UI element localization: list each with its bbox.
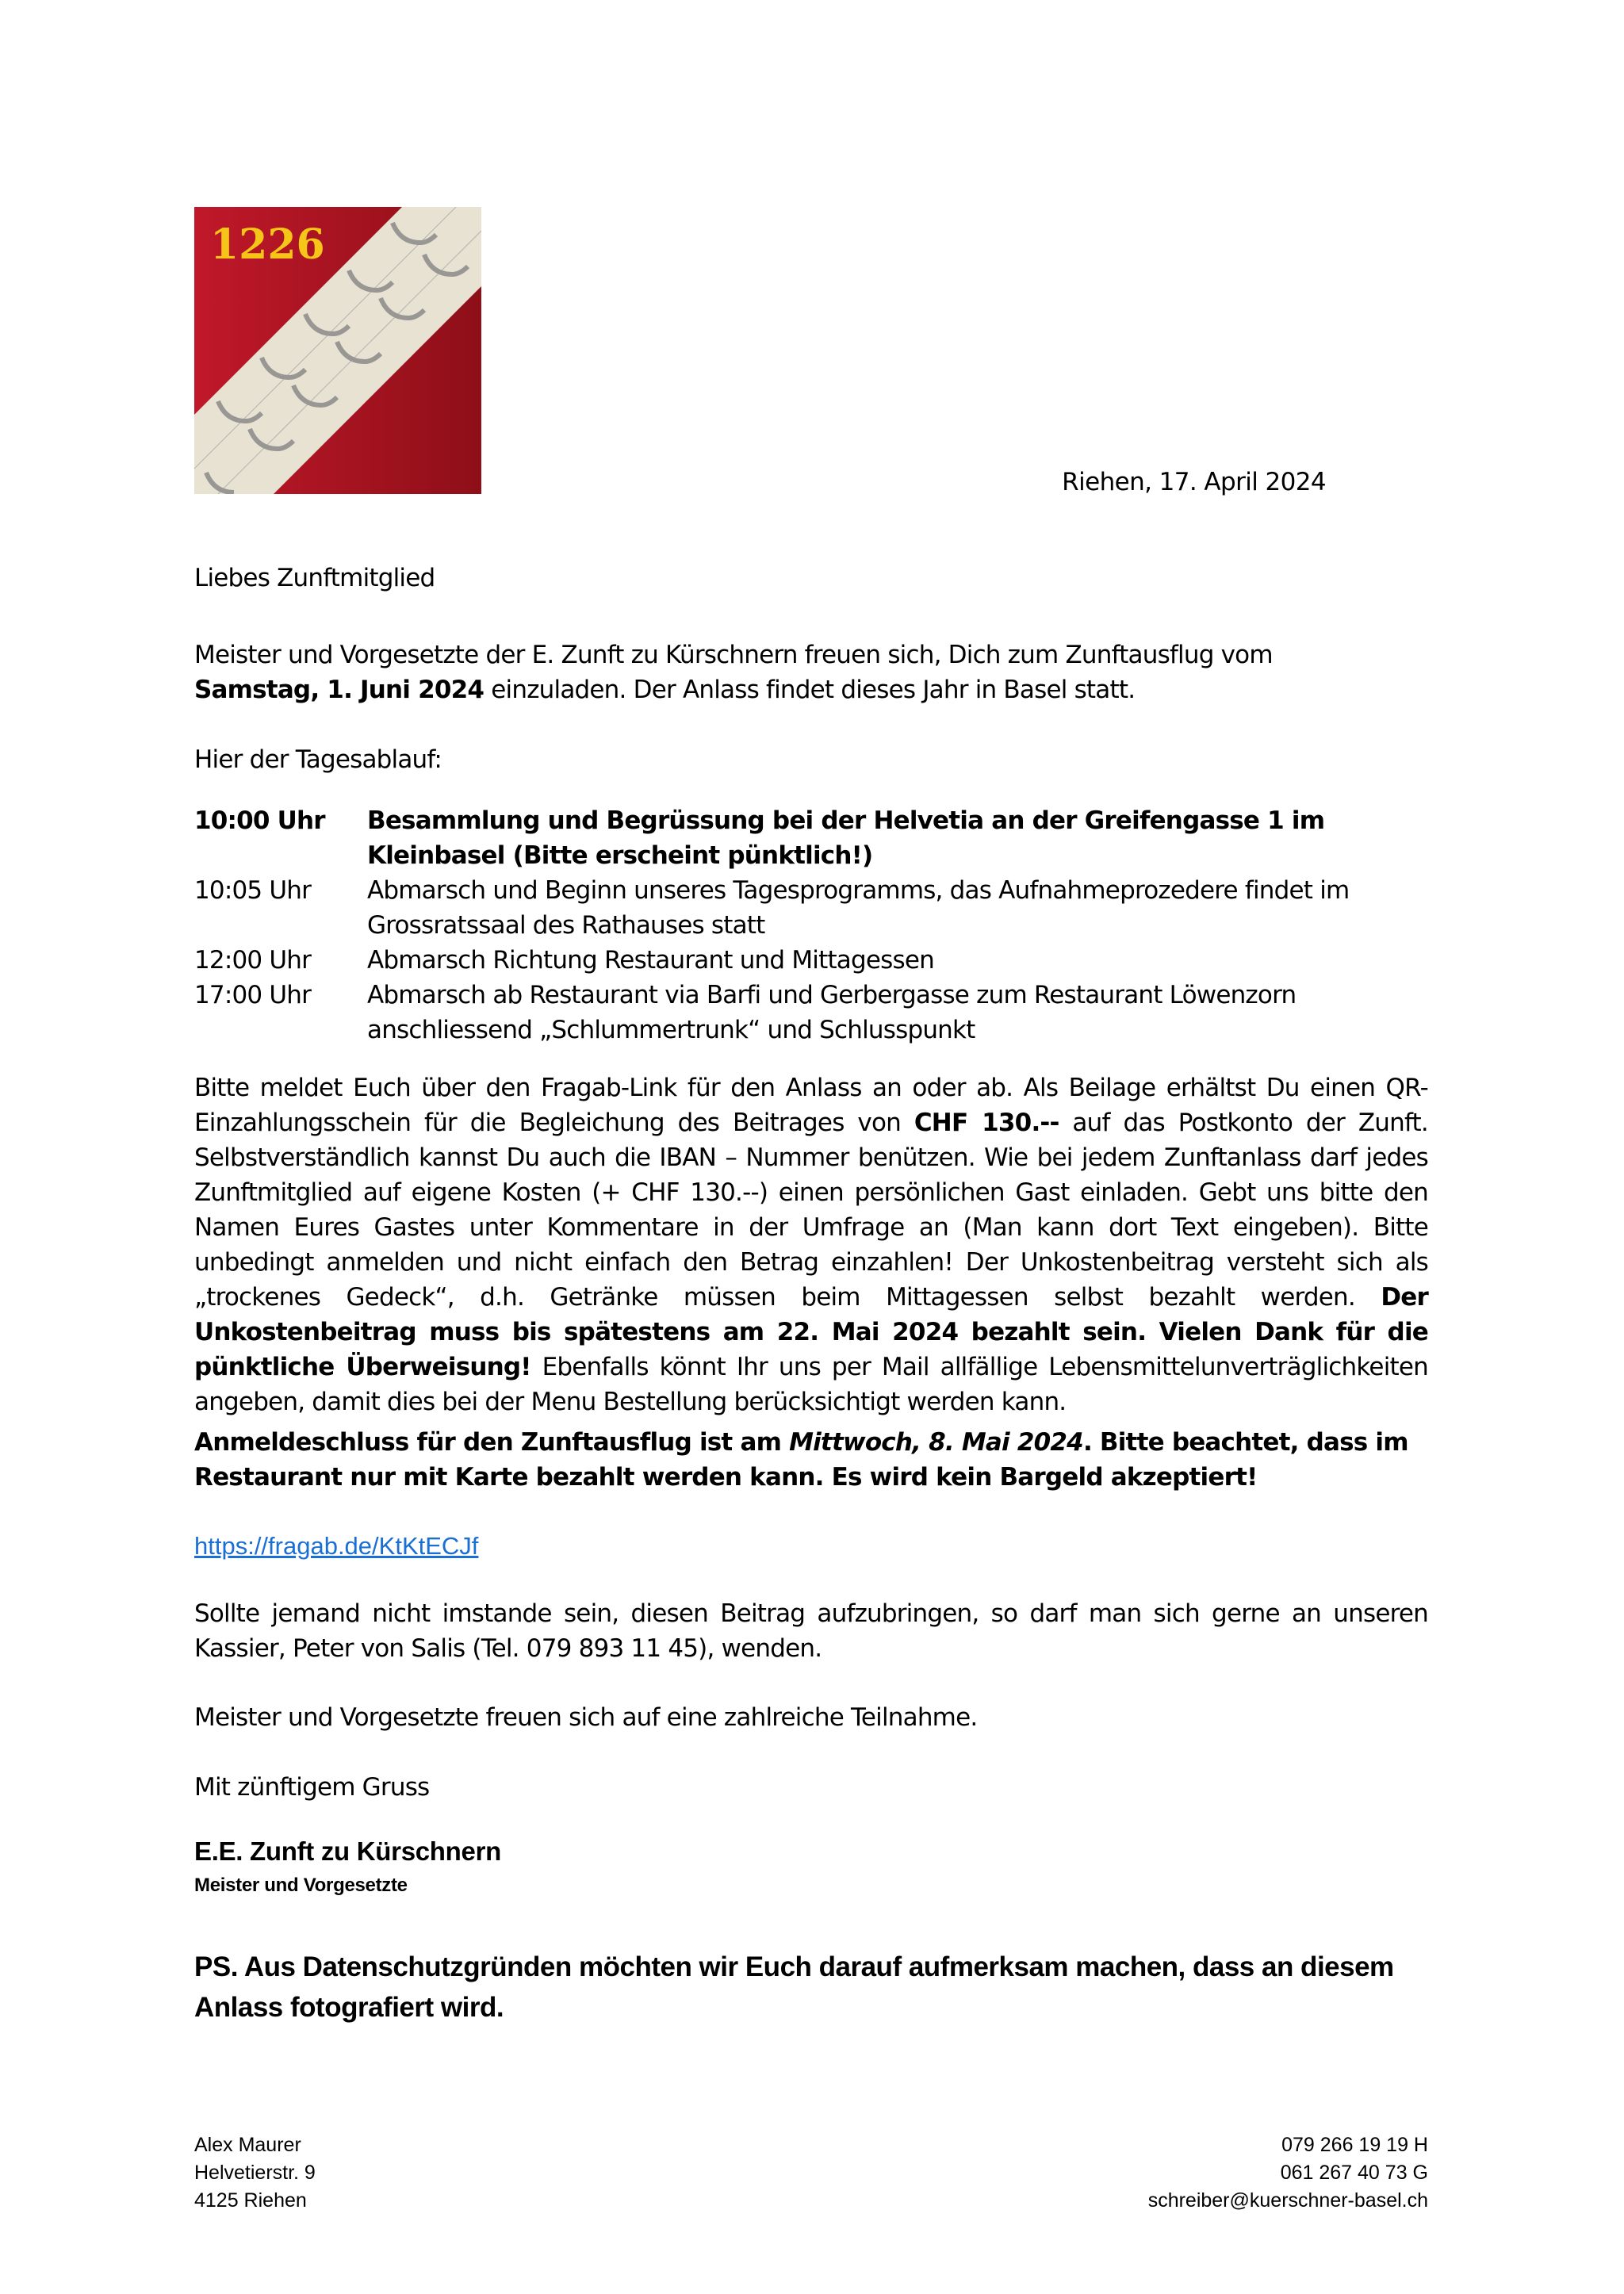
event-date: Samstag, 1. Juni 2024 — [194, 676, 485, 704]
registration-text-3: Ebenfalls könnt Ihr uns per Mail allfällige Lebensmittelunverträglichkeiten angeben, damit dies bei der Menu Bestellung berücksichtigt werden kann. — [194, 1353, 1428, 1416]
letter-date: Riehen, 17. April 2024 — [1062, 468, 1326, 496]
schedule-row — [194, 978, 1428, 1047]
registration-deadline-paragraph — [194, 1425, 1428, 1495]
schedule-row — [194, 943, 1428, 978]
footer-phone-home: 079 266 19 19 H — [1281, 2134, 1428, 2156]
schedule-description: Abmarsch ab Restaurant via Barfi und Gerbergasse zum Restaurant Löwenzorn anschliessend „Schlummertrunk“ und Schlusspunkt — [367, 981, 1297, 1044]
schedule-heading: Hier der Tagesablauf: — [194, 745, 442, 774]
schedule-description: Besammlung und Begrüssung bei der Helvetia an der Greifengasse 1 im Kleinbasel (Bitte erscheint pünktlich!) — [367, 806, 1325, 870]
postscript: PS. Aus Datenschutzgründen möchten wir Euch darauf aufmerksam machen, dass an diesem Anlass fotografiert wird. — [194, 1951, 1394, 2023]
treasurer-paragraph: Sollte jemand nicht imstande sein, diesen Beitrag aufzubringen, so darf man sich gerne an unseren Kassier, Peter von Salis (Tel. 079 893 11 45), wenden. — [194, 1599, 1428, 1663]
signature-subtitle: Meister und Vorgesetzte — [194, 1875, 408, 1896]
registration-text-2: auf das Postkonto der Zunft. Selbstverständlich kannst Du auch die IBAN – Nummer benützen. Wie bei jedem Zunftanlass darf jedes Zunftmitglied auf eigene Kosten (+ CHF 130.--) einen persönlichen Gast einladen. Gebt uns bitte den Namen Eures Gastes unter Kommentare in der Umfrage an (Man kann dort Text eingeben). Bitte unbedingt anmelden und nicht einfach den Betrag einzahlen! Der Unkostenbeitrag versteht sich als „trockenes Gedeck“, d.h. Getränke müssen beim Mittagessen selbst bezahlt werden. — [194, 1109, 1428, 1312]
deadline-text-2: . Bitte beachtet, dass im Restaurant nur mit Karte bezahlt werden kann. Es wird kein Bargeld akzeptiert! — [194, 1428, 1408, 1492]
signature-organization: E.E. Zunft zu Kürschnern — [194, 1836, 501, 1866]
intro-paragraph — [194, 638, 1428, 707]
schedule-description: Abmarsch Richtung Restaurant und Mittagessen — [367, 946, 934, 975]
footer-street: Helvetierstr. 9 — [194, 2162, 316, 2184]
registration-paragraph — [194, 1070, 1428, 1419]
footer-address — [194, 2131, 316, 2215]
guild-logo — [194, 207, 481, 494]
payment-deadline: Der Unkostenbeitrag muss bis spätestens am 22. Mai 2024 bezahlt sein. Vielen Dank für die pünktliche Überweisung! — [194, 1283, 1428, 1381]
schedule-list — [194, 803, 1428, 1047]
schedule-row — [194, 803, 1428, 873]
footer-contact — [1148, 2131, 1428, 2215]
registration-link[interactable]: https://fragab.de/KtKtECJf — [194, 1532, 479, 1560]
deadline-text: Anmeldeschluss für den Zunftausflug ist am — [194, 1428, 790, 1457]
salutation: Mit zünftigem Gruss — [194, 1773, 430, 1802]
footer-city: 4125 Riehen — [194, 2189, 307, 2212]
schedule-time: 17:00 Uhr — [194, 981, 312, 1009]
footer-email[interactable]: schreiber@kuerschner-basel.ch — [1147, 2189, 1428, 2212]
greeting: Liebes Zunftmitglied — [194, 564, 435, 592]
fee-amount: CHF 130.-- — [914, 1109, 1059, 1137]
intro-text-2: einzuladen. Der Anlass findet dieses Jahr in Basel statt. — [484, 676, 1136, 704]
schedule-description: Abmarsch und Beginn unseres Tagesprogramms, das Aufnahmeprozedere findet im Grossratssaal des Rathauses statt — [367, 876, 1350, 940]
schedule-time: 12:00 Uhr — [194, 946, 312, 975]
schedule-time: 10:05 Uhr — [194, 876, 312, 905]
registration-link-container — [194, 1529, 1428, 1564]
footer-phone-business: 061 267 40 73 G — [1280, 2162, 1428, 2184]
registration-text: Bitte meldet Euch über den Fragab-Link für den Anlass an oder ab. Als Beilage erhältst Du einen QR-Einzahlungsschein für die Begleichung des Beitrages von — [194, 1074, 1428, 1137]
logo-year: 1226 — [210, 220, 325, 269]
schedule-row — [194, 873, 1428, 943]
intro-text: Meister und Vorgesetzte der E. Zunft zu Kürschnern freuen sich, Dich zum Zunftausflug vom — [194, 641, 1273, 669]
schedule-time: 10:00 Uhr — [194, 806, 325, 835]
footer-name: Alex Maurer — [194, 2134, 301, 2156]
deadline-date: Mittwoch, 8. Mai 2024 — [789, 1428, 1083, 1457]
guild-coat-of-arms-icon — [194, 207, 481, 494]
closing-line: Meister und Vorgesetzte freuen sich auf eine zahlreiche Teilnahme. — [194, 1703, 978, 1732]
